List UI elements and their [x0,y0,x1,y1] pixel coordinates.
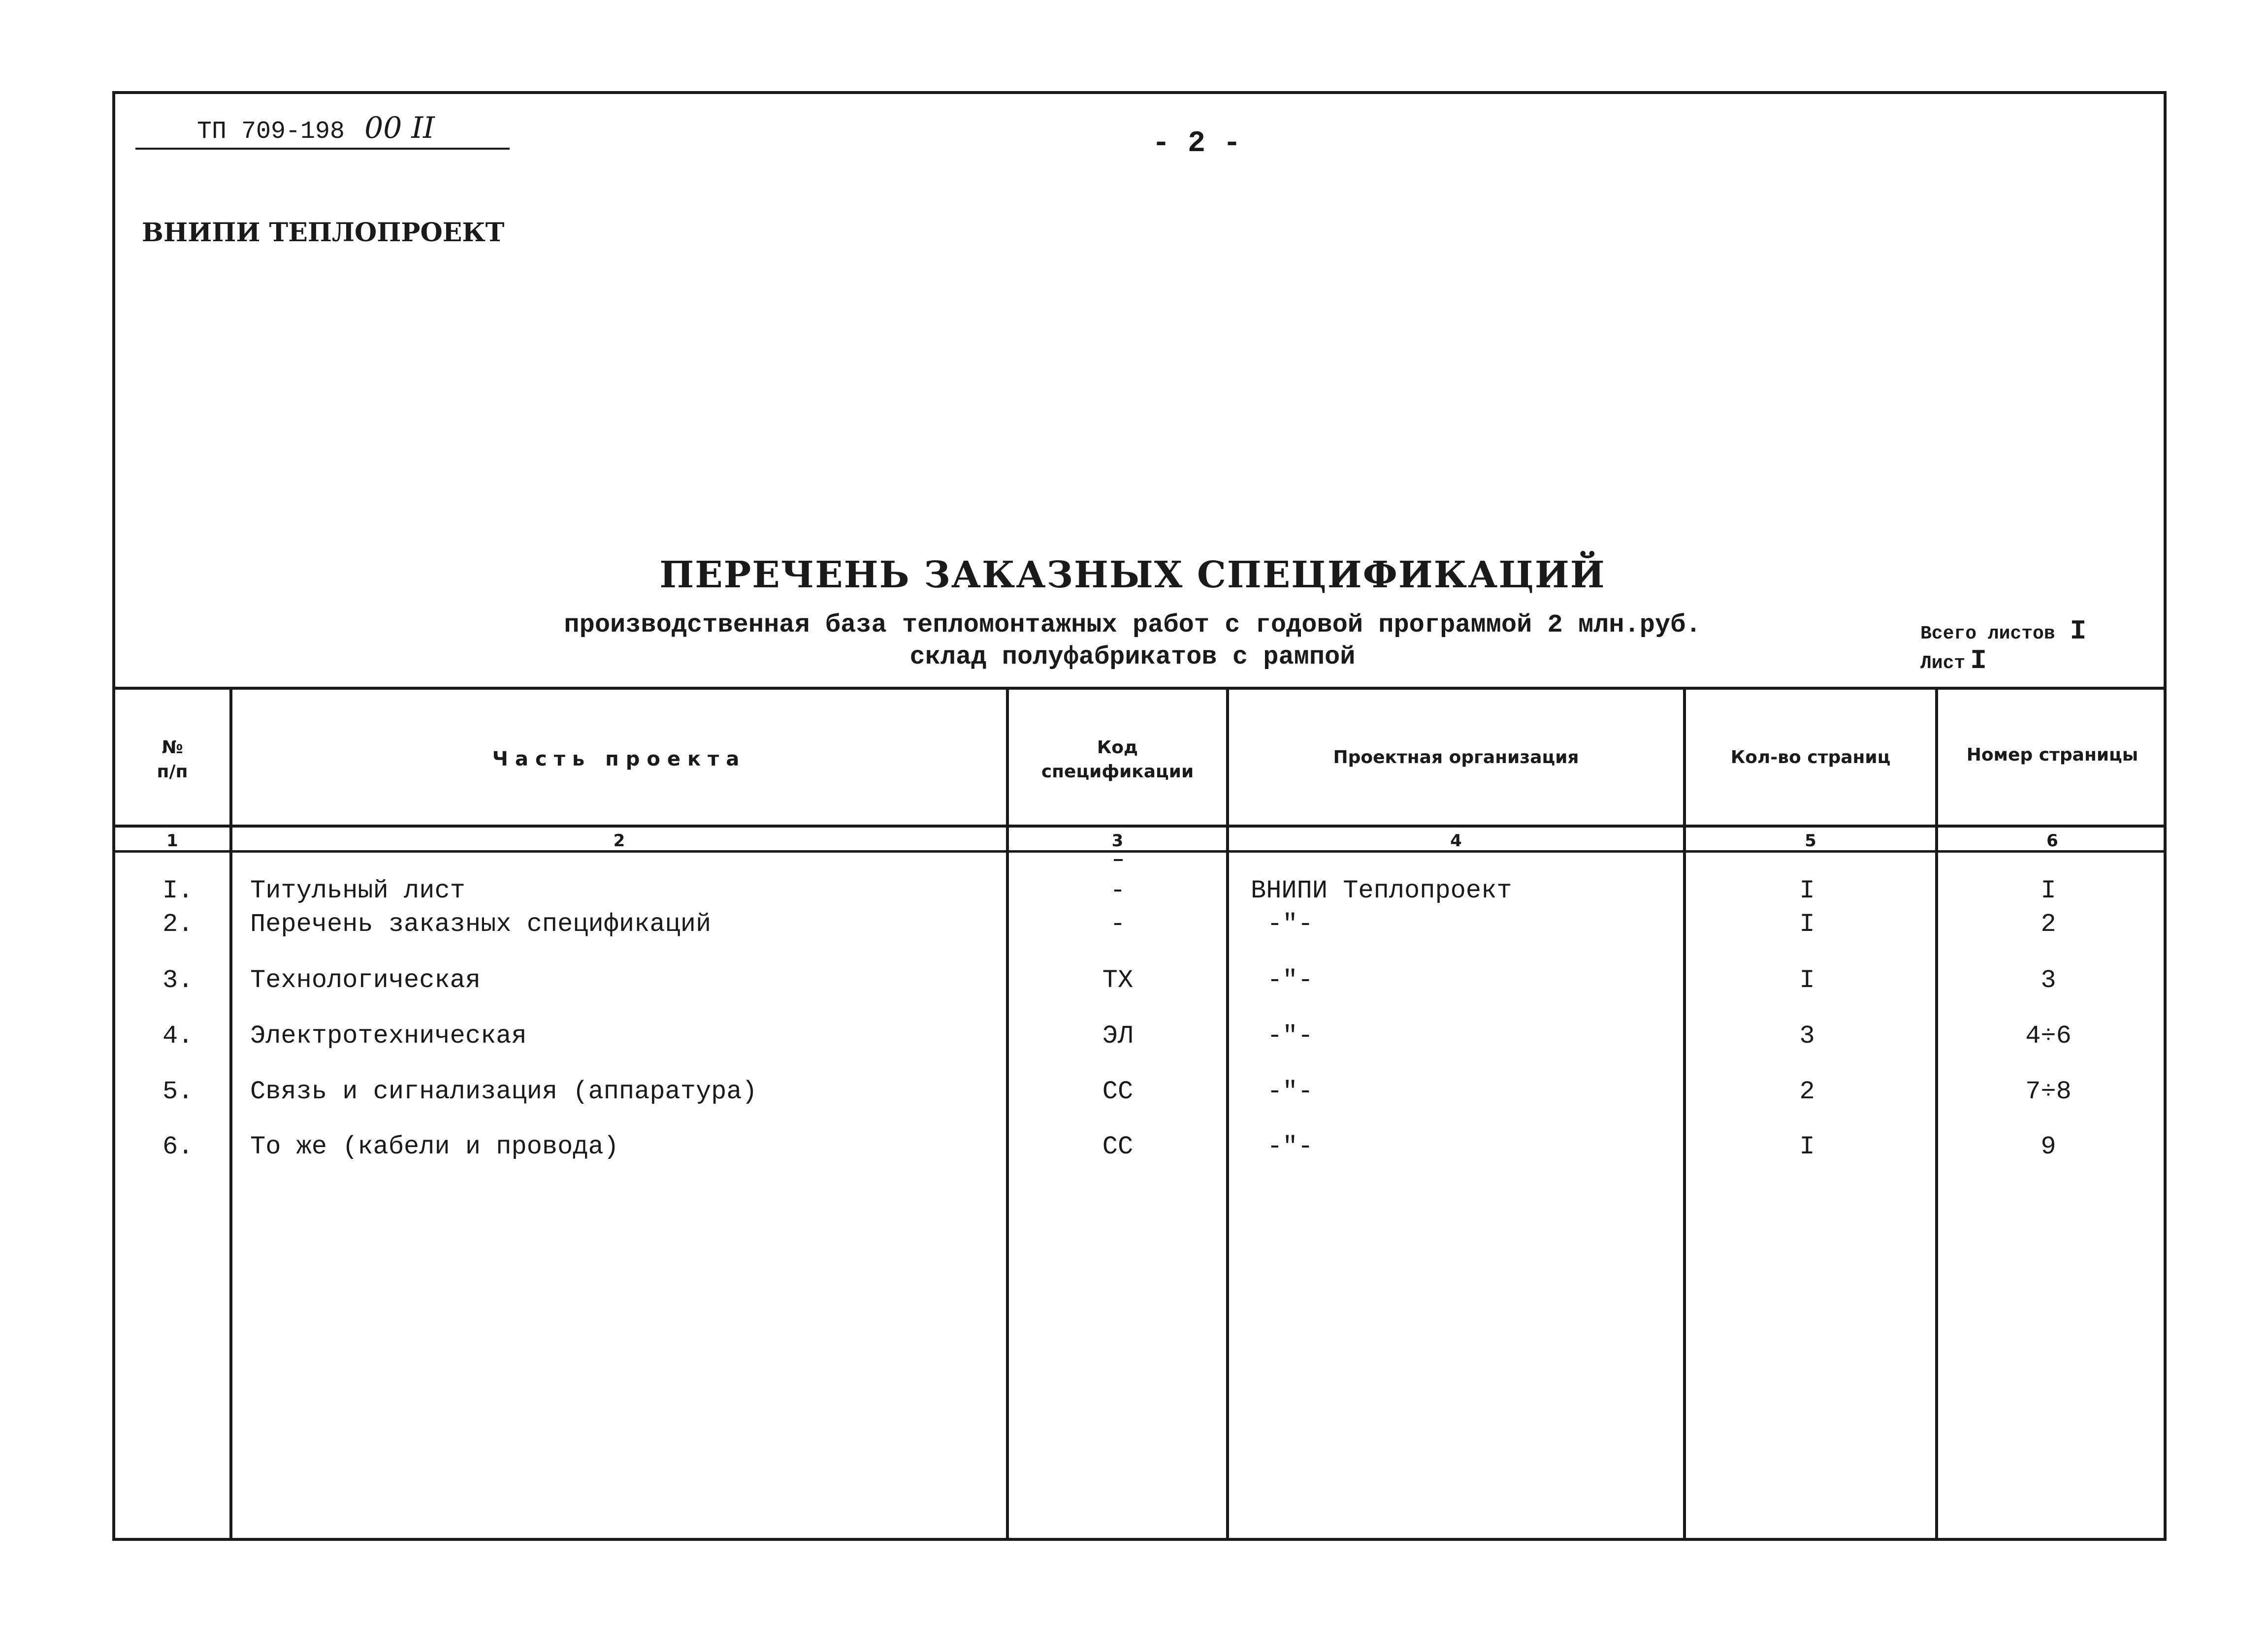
document-code-handwritten: 00 II [364,111,435,145]
column-divider-2 [1006,687,1009,1541]
row-number: 3. [162,966,194,995]
row-part: Перечень заказных спецификаций [250,910,712,939]
table-row [0,1021,2268,1056]
column-divider-4 [1683,687,1686,1541]
total-sheets [1920,615,2086,647]
row-org: -"- [1267,1132,1313,1161]
header-code: Код спецификации [1041,737,1194,782]
row-part: То же (кабели и провода) [250,1132,619,1161]
sheet-number-label: Лист [1920,653,1966,674]
column-divider-5 [1935,687,1938,1541]
row-code: - [1110,876,1126,905]
document-subtitle-line2: склад полуфабрикатов с рампой [909,642,1356,671]
document-code-underline [135,148,510,150]
sheet-number [1920,645,1987,676]
row-pages: 3 [1799,1021,1815,1051]
column-number-3: 3 [1111,831,1124,851]
column-number-4: 4 [1450,831,1462,851]
row-number: I. [162,876,194,905]
row-part: Электротехническая [250,1021,527,1051]
sheet-number-value: I [1970,645,1987,676]
row-part: Титульный лист [250,876,465,905]
table-row [0,1077,2268,1112]
row-page-number: I [2041,876,2056,905]
document-code [197,111,435,146]
scan-mark [1114,859,1123,861]
row-pages: I [1799,910,1815,939]
document-subtitle-line1: производственная база тепломонтажных работ с годовой программой 2 млн.руб. [564,610,1701,639]
row-org: -"- [1267,1021,1313,1051]
column-divider-1 [229,687,232,1541]
total-sheets-label: Всего листов [1920,623,2055,644]
table-row [0,966,2268,1000]
row-pages: I [1799,966,1815,995]
row-number: 2. [162,910,194,939]
table-row [0,910,2268,944]
document-title: ПЕРЕЧЕНЬ ЗАКАЗНЫХ СПЕЦИФИКАЦИЙ [659,554,1606,596]
row-number: 5. [162,1077,194,1106]
document-code-text: ТП 709-198 [197,118,345,146]
row-page-number: 2 [2041,910,2056,939]
table-row [0,1132,2268,1167]
row-org: -"- [1267,966,1313,995]
column-number-1: 1 [166,831,178,851]
column-number-5: 5 [1805,831,1816,851]
row-page-number: 3 [2041,966,2056,995]
row-part: Технологическая [250,966,481,995]
row-pages: I [1799,1132,1815,1161]
header-pages: Кол-во страниц [1730,747,1891,767]
organization-name: ВНИПИ ТЕПЛОПРОЕКТ [142,218,505,248]
header-num: № п/п [157,737,188,782]
row-pages: I [1799,876,1815,905]
column-number-2: 2 [613,831,625,851]
row-org: -"- [1267,1077,1313,1106]
row-number: 4. [162,1021,194,1051]
table-top-border [112,687,2167,690]
column-number-6: 6 [2046,831,2058,851]
page-frame [112,91,2167,1541]
row-code: - [1110,910,1126,939]
row-code: СС [1102,1132,1134,1161]
row-org: ВНИПИ Теплопроект [1251,876,1512,905]
row-pages: 2 [1799,1077,1815,1106]
table-row [0,876,2268,911]
header-part: Часть проекта [492,748,746,770]
page-number: - 2 - [1152,127,1241,160]
row-code: СС [1102,1077,1134,1106]
table-header-divider [112,825,2167,828]
total-sheets-value: I [2070,615,2087,647]
row-page-number: 9 [2041,1132,2056,1161]
column-divider-3 [1226,687,1229,1541]
row-page-number: 4÷6 [2025,1021,2072,1051]
row-code: ЭЛ [1102,1021,1134,1051]
row-part: Связь и сигнализация (аппаратура) [250,1077,757,1106]
row-code: ТХ [1102,966,1134,995]
header-org: Проектная организация [1333,747,1579,767]
row-org: -"- [1267,910,1313,939]
row-number: 6. [162,1132,194,1161]
row-page-number: 7÷8 [2025,1077,2072,1106]
header-page-no: Номер страницы [1966,745,2138,765]
